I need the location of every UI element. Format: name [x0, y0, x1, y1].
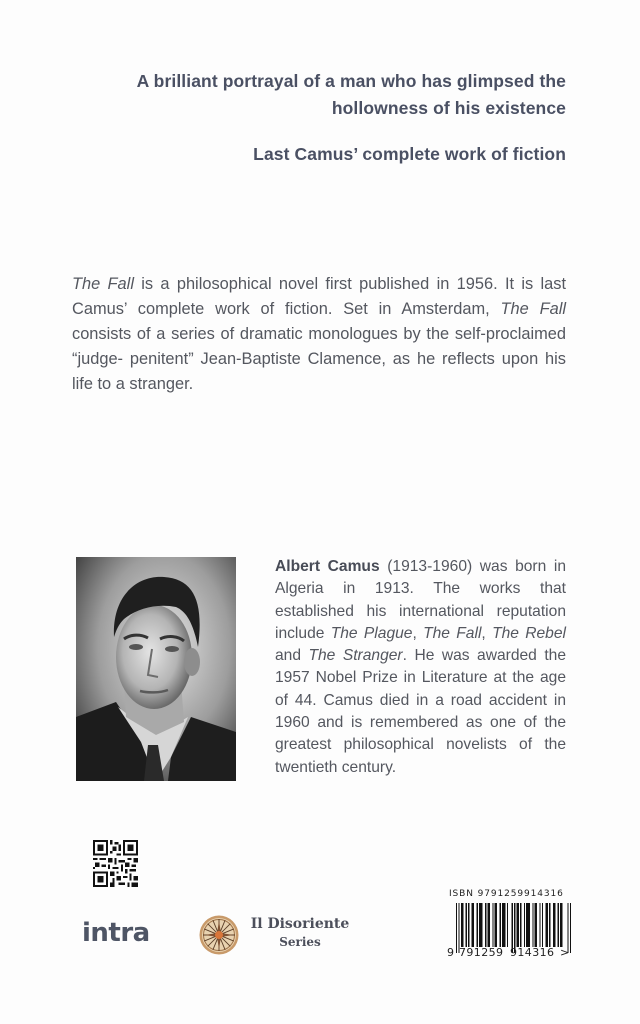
synopsis-text: consists of a series of dramatic monologues by the self-proclaimed “judge- penitent” Jean-Baptiste Clamence, as he reflects upon his life to a stranger. — [72, 325, 566, 393]
isbn-digits — [447, 946, 570, 959]
author-photo — [76, 557, 236, 781]
series-subtitle: Series — [279, 935, 321, 949]
compass-rose-icon — [199, 915, 239, 955]
synopsis-paragraph — [72, 272, 566, 397]
separator: and — [275, 647, 309, 665]
separator: , — [412, 624, 424, 642]
author-name: Albert Camus — [275, 558, 380, 575]
author-bio — [275, 556, 566, 779]
isbn-quiet-zone-marker: > — [560, 946, 570, 959]
portrait-image — [76, 557, 236, 781]
tagline-headline: A brilliant portrayal of a man who has glimpsed the hollowness of his existence — [136, 71, 566, 118]
isbn-digit-first: 9 — [447, 946, 455, 959]
work-title: The Plague — [330, 624, 413, 642]
work-title: The Rebel — [492, 624, 566, 642]
work-title: The Stranger — [308, 647, 403, 665]
isbn-digit-group: 791259 — [459, 946, 504, 959]
book-title-italic: The Fall — [72, 275, 134, 293]
series-name — [250, 915, 350, 951]
book-title-italic: The Fall — [500, 300, 566, 318]
qr-code-icon[interactable] — [93, 840, 138, 887]
bio-text: . He was awarded the 1957 Nobel Prize in Literature at the age of 44. Camus died in a road accident in 1960 and is remembered as one of the greatest philosophical novelists of the twentieth century. — [275, 647, 566, 776]
isbn-digit-group: 914316 — [510, 946, 555, 959]
synopsis-text: is a philosophical novel first published in 1956. It is last Camus’ complete work of fiction. Set in Amsterdam, — [72, 275, 566, 318]
subtitle-headline: Last Camus’ complete work of fiction — [253, 144, 566, 164]
separator: , — [481, 624, 493, 642]
bio-text: (1913-1960) was born in Algeria in 1913. The works that established his international reputation include — [275, 558, 566, 642]
series-title: Il Disoriente — [250, 916, 350, 932]
isbn-label: ISBN 9791259914316 — [449, 889, 564, 899]
isbn-barcode — [447, 889, 587, 969]
publisher-logo-intra: intra — [82, 918, 150, 948]
work-title: The Fall — [423, 624, 482, 642]
